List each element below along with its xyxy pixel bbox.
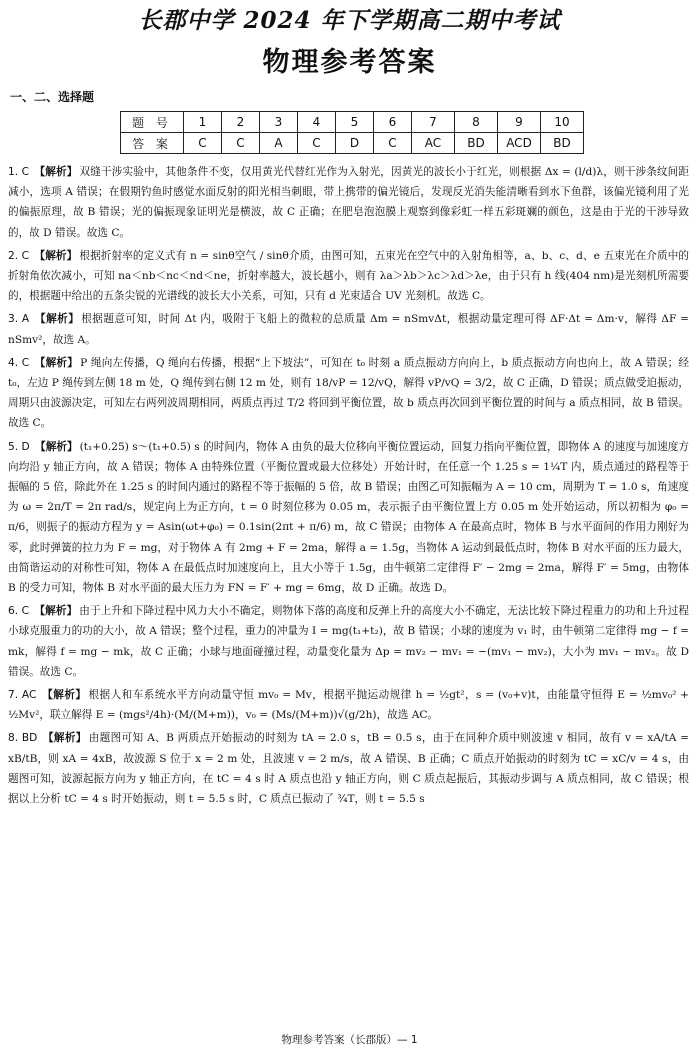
solutions [8, 162, 689, 812]
analysis-tag: 【解析】 [34, 356, 79, 369]
analysis-tag: 【解析】 [35, 440, 78, 453]
answer-table-number-row [121, 112, 584, 133]
exam-title: 长郡中学 2024 年下学期高二期中考试 [138, 7, 561, 34]
row-label-number: 题 号 [121, 112, 184, 133]
analysis-tag: 【解析】 [42, 689, 87, 702]
document-title: 物理参考答案 [262, 47, 437, 78]
solution-text: 根据题意可知，时间 Δt 内，吸附于飞船上的微粒的总质量 Δm = nSmvΔt，根据动量定理可得 ΔF·Δt = Δm·v，解得 ΔF = nSmv²，故选 A。 [8, 313, 689, 346]
answer-cell: C [184, 133, 222, 154]
solution-text: (t₁+0.25) s～(t₁+0.5) s 的时间内，物体 A 由负的最大位移向平衡位置运动，回复力指向平衡位置，即物体 A 的速度与加速度方向均沿 y 轴正方向，故 A 错误；物体 A 由特殊位置（平衡位置或最大位移处）开始计时，在任意一个 1.25 s = 1¼T 内，质点通过的路程等于振幅的 5 倍，除此外在 1.25 s 的时间内通过的路程不等于振幅的 5 倍，故 B 错误；由图乙可知振幅为 A = 10 cm，周期为 T = 1.0 s，角速度为 ω = 2π/T = 2π rad/s，规定向上为正方向，t = 0 时刻位移为 0.05 m，表示振子由平衡位置上方 0.05 m 处开始运动，所以初相为 φ₀ = π/6，则振子的振动方程为 y = Asin(ωt+φ₀) = 0.1sin(2πt + π/6) m，故 C 错误；由物体 A 在最高点时，物体 B 与水平面间的作用力刚好为零，此时弹簧的拉力为 F = mg，对于物体 A 有 2mg + F = 2ma，解得 a = 1.5g，当物体 A 运动到最低点时，物体 B 对水平面的压力最大，由简谐运动的对称性可知，物体 A 在最低点时加速度向上，且大小等于 1.5g，由牛顿第二定律得 F′ − 2mg = 2ma，解得 F′ = 5mg，由物体 B 的受力可知，物体 B 对水平面的最大压力为 FN = F′ + mg = 6mg，故 D 正确。故选 D。 [8, 440, 689, 595]
solution-6 [8, 601, 689, 682]
answer-table-answer-row [121, 133, 584, 154]
solution-text: P 绳向左传播，Q 绳向右传播，根据“上下坡法”，可知在 t₀ 时刻 a 质点振动方向向上，b 质点振动方向也向上，故 A 错误；经 t₀，左边 P 绳传到左侧 18 m 处，Q 绳传到右侧 12 m 处，则有 18/vP = 12/vQ，解得 vP/vQ = 3/2，故 C 正确，D 错误；质点做受迫振动，周期只由波源决定，可知左右两列波周期相同，两质点再过 T/2 将回到平衡位置，故 b 质点再次回到平衡位置的时间与 a 质点相同，故 B 错误。故选 C。 [8, 356, 690, 430]
solution-2 [8, 246, 689, 307]
answer-table [120, 111, 584, 154]
answer-cell: C [222, 133, 260, 154]
analysis-tag: 【解析】 [34, 605, 78, 618]
solution-text: 由于上升和下降过程中风力大小不确定，则物体下落的高度和反弹上升的高度大小不确定，无法比较下降过程重力的功和上升过程小球克服重力的功的大小，故 A 错误；整个过程，重力的冲量为 I = mg(t₁+t₂)，故 B 错误；小球的速度为 v₁ 时，由牛顿第二定律得 mg − f = mk，解得 f = mg − mk，故 C 正确；小球与地面碰撞过程，动量变化量为 Δp = mv₂ − mv₁ = −(mv₁ − mv₂)，大小为 mv₁ − mv₂。故 D 错误。故选 C。 [8, 605, 690, 678]
answer-cell: C [374, 133, 412, 154]
solution-3 [8, 309, 689, 349]
analysis-tag: 【解析】 [34, 249, 78, 262]
page-footer: 物理参考答案（长郡版）— 1 [281, 1034, 418, 1046]
question-number: 2 [222, 112, 260, 133]
question-number: 4 [298, 112, 336, 133]
row-label-answer: 答 案 [121, 133, 184, 154]
solution-number: 2. C [8, 249, 29, 262]
answer-cell: C [298, 133, 336, 154]
question-number: 9 [498, 112, 541, 133]
solution-text: 由题图可知 A、B 两质点开始振动的时刻为 tA = 2.0 s，tB = 0.5 s，由于在同种介质中则波速 v 相同，故有 v = xA/tA = xB/tB，则 xA = 4xB，故波源 S 位于 x = 2 m 处，且波速 v = 2 m/s，故 A 错误、B 正确；C 质点开始振动的时刻为 tC = xC/v = 4 s，由题图可知，波源起振方向为 y 轴正方向，在 tC = 4 s 时 A 质点也沿 y 轴正方向，则 C 质点起振后，其振动步调与 A 质点相同，故 C 错误；根据以上分析 tC = 4 s 时开始振动，则 t = 5.5 s 时，C 质点已振动了 ¾T，则 t = 5.5 s [8, 732, 689, 806]
solution-text: 根据人和车系统水平方向动量守恒 mv₀ = Mv，根据平抛运动规律 h = ½gt²，s = (v₀+v)t，由能量守恒得 E = ½mv₀² + ½Mv²，联立解得 E = (mgs²/4h)·(M/(M+m))，v₀ = (Ms/(M+m))√(g/2h)，故选 AC。 [8, 689, 690, 722]
solution-number: 5. D [8, 440, 30, 453]
answer-cell: ACD [498, 133, 541, 154]
solution-number: 3. A [8, 313, 30, 326]
analysis-tag: 【解析】 [35, 313, 80, 326]
question-number: 7 [412, 112, 455, 133]
solution-number: 1. C [8, 166, 30, 178]
question-number: 6 [374, 112, 412, 133]
answer-cell: A [260, 133, 298, 154]
question-number: 5 [336, 112, 374, 133]
solution-7 [8, 685, 689, 725]
analysis-tag: 【解析】 [34, 166, 78, 178]
answer-cell: BD [541, 133, 584, 154]
solution-4 [8, 353, 689, 434]
solution-number: 4. C [8, 356, 30, 369]
solution-number: 8. BD [8, 732, 38, 745]
solution-number: 6. C [8, 605, 29, 618]
solution-5 [8, 437, 689, 599]
solution-8 [8, 728, 689, 809]
answer-cell: BD [455, 133, 498, 154]
question-number: 1 [184, 112, 222, 133]
solution-number: 7. AC [8, 689, 37, 702]
analysis-tag: 【解析】 [42, 732, 87, 745]
question-number: 10 [541, 112, 584, 133]
question-number: 8 [455, 112, 498, 133]
section-title: 一、二、选择题 [10, 90, 95, 104]
question-number: 3 [260, 112, 298, 133]
answer-cell: D [336, 133, 374, 154]
solution-text: 双缝干涉实验中，其他条件不变，仅用黄光代替红光作为入射光，因黄光的波长小于红光，则根据 Δx = (l/d)λ，则干涉条纹间距减小，选项 A 错误；在假期钓鱼时感觉水面反射的阳光相当刺眼，带上携带的偏光镜后，发现反光消失能清晰看到水下鱼群，该偏光镜利用了光的偏振原理，故 B 错误；光的偏振现象证明光是横波，故 C 正确；在肥皂泡泡膜上观察到像彩虹一样五彩斑斓的颜色，这是由于光的干涉导致的，故 D 错误。故选 C。 [8, 166, 690, 239]
solution-1 [8, 162, 689, 243]
solution-text: 根据折射率的定义式有 n = sinθ空气 / sinθ介质，由图可知，五束光在空气中的入射角相等，a、b、c、d、e 五束光在介质中的折射角依次减小，可知 na＜nb＜nc＜nd＜ne，折射率越大，波长越小，则有 λa＞λb＞λc＞λd＞λe，由于只有 h 线(404 nm)是光刻机所需要的，根据题中给出的五条尖锐的光谱线的波长大小关系，可知，只有 d 光束适合 UV 光刻机。故选 C。 [8, 249, 690, 303]
answer-cell: AC [412, 133, 455, 154]
